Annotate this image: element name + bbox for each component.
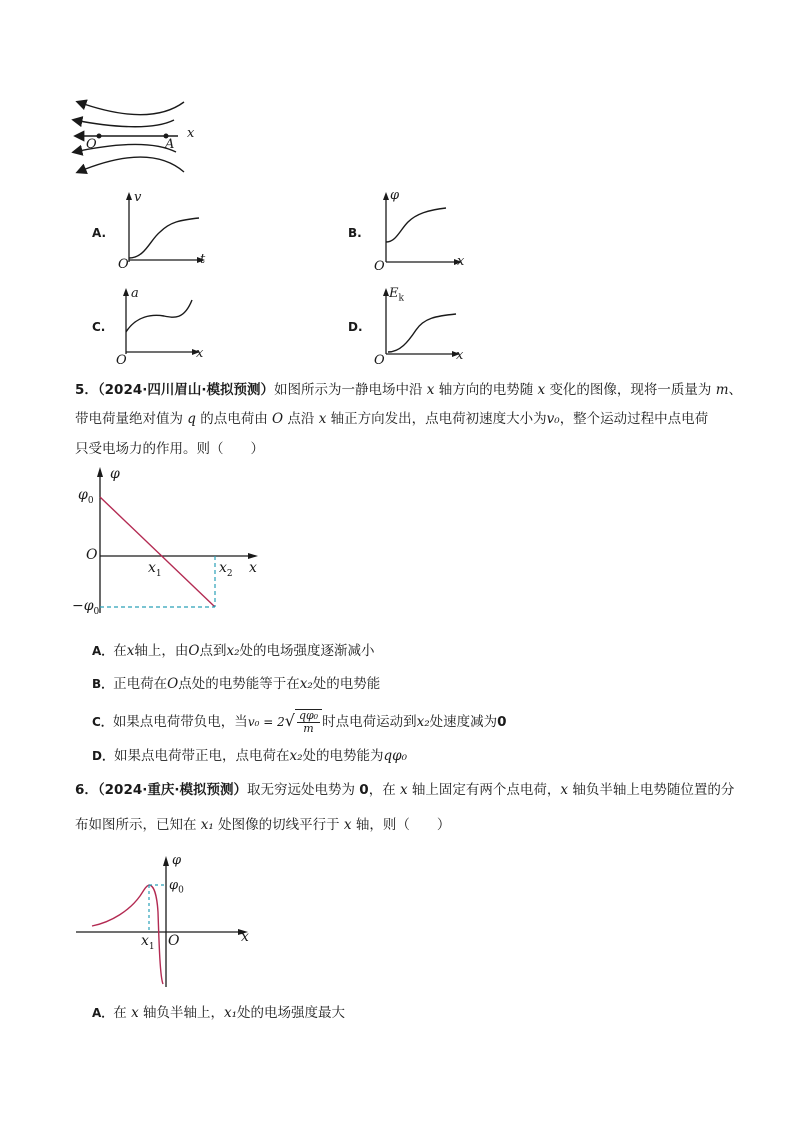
q6-line-1: 6．（2024·重庆·模拟预测）取无穷远处电势为 0，在 x 轴上固定有两个点电荷，x 轴负半轴上电势随位置的分 bbox=[75, 782, 735, 798]
q6-graph-x1: $x_1$ bbox=[141, 933, 155, 952]
field-line-top-inner bbox=[74, 120, 174, 127]
q5-graph-origin: O bbox=[86, 547, 98, 563]
q4-option-a-letter[interactable]: A. bbox=[92, 226, 107, 240]
q4-a-origin: O bbox=[118, 257, 129, 272]
q4-b-origin: O bbox=[374, 259, 385, 274]
q4-d-ylabel: $E_k$ bbox=[389, 286, 404, 304]
q4-d-curve bbox=[388, 314, 456, 352]
q5-graph-phi0: $\varphi_0$ bbox=[78, 487, 94, 506]
q5-phi-line bbox=[100, 497, 215, 607]
q4-option-b-graph bbox=[372, 190, 467, 270]
q5-graph-x2: $x_2$ bbox=[219, 560, 233, 579]
q6-potential-graph bbox=[72, 852, 257, 992]
q5-line-3: 只受电场力的作用。则（ ） bbox=[75, 441, 264, 457]
fig-label-O: O bbox=[86, 137, 97, 152]
q4-a-curve bbox=[129, 218, 199, 258]
q6-line-2: 布如图所示，已知在 x₁ 处图像的切线平行于 x 轴，则（ ） bbox=[75, 817, 451, 833]
q4-c-origin: O bbox=[116, 353, 127, 368]
q6-option-a[interactable]: A．在 x 轴负半轴上，x₁处的电场强度最大 bbox=[92, 1005, 346, 1021]
fig-label-x: x bbox=[187, 126, 195, 141]
q6-graph-phi0: $\varphi_0$ bbox=[169, 878, 184, 896]
q5-option-a[interactable]: A．在x轴上，由O点到x₂处的电场强度逐渐减小 bbox=[92, 643, 375, 659]
q4-c-xlabel: x bbox=[196, 346, 204, 361]
q4-option-b-letter[interactable]: B. bbox=[348, 226, 362, 240]
q4-b-curve bbox=[386, 208, 446, 242]
q5-number: 5． bbox=[75, 382, 98, 398]
q4-option-d-graph bbox=[372, 286, 467, 362]
q4-b-ylabel: φ bbox=[390, 188, 400, 203]
q4-option-a-graph bbox=[115, 190, 210, 270]
q4-b-xlabel: x bbox=[457, 254, 465, 269]
q5-graph-neg-phi0: $-\varphi_0$ bbox=[72, 598, 100, 617]
q4-a-ylabel: v bbox=[134, 190, 142, 205]
q5-graph-ylabel: φ bbox=[110, 466, 120, 482]
field-line-bottom bbox=[78, 157, 184, 172]
q5-option-d[interactable]: D．如果点电荷带正电，点电荷在x₂处的电势能为qφ₀ bbox=[92, 748, 408, 764]
q5-graph-x1: $x_1$ bbox=[148, 560, 162, 579]
q4-c-curve bbox=[126, 300, 192, 332]
fig-label-A: A bbox=[165, 137, 175, 152]
field-line-top bbox=[78, 102, 184, 115]
q5-potential-graph bbox=[70, 463, 270, 621]
q4-a-xlabel: t bbox=[200, 252, 206, 267]
q6-graph-xlabel: x bbox=[241, 929, 249, 945]
point-O bbox=[97, 134, 102, 139]
q5-option-c[interactable]: C．如果点电荷带负电，当v₀ = 2√ $\frac{\text{qφ₀}}{m}$ 时点电荷运动到x₂处速度减为0 bbox=[92, 709, 507, 735]
q6-number: 6． bbox=[75, 782, 98, 798]
q4-option-d-letter[interactable]: D. bbox=[348, 320, 363, 334]
q6-graph-ylabel: φ bbox=[172, 853, 182, 868]
q5-graph-xlabel: x bbox=[249, 560, 257, 576]
q5-source: （2024·四川眉山·模拟预测） bbox=[97, 382, 274, 398]
q5-option-b[interactable]: B．正电荷在O点处的电势能等于在x₂处的电势能 bbox=[92, 676, 381, 692]
q4-c-ylabel: a bbox=[131, 286, 139, 301]
q5-line-1: 5．（2024·四川眉山·模拟预测）如图所示为一静电场中沿 x 轴方向的电势随 x 变化的图像，现将一质量为 m、 bbox=[75, 382, 743, 398]
q6-graph-origin: O bbox=[168, 933, 180, 949]
q5-line-2: 带电荷量绝对值为 q 的点电荷由 O 点沿 x 轴正方向发出，点电荷初速度大小为v₀，整个运动过程中点电荷 bbox=[75, 411, 709, 427]
q6-source: （2024·重庆·模拟预测） bbox=[97, 782, 247, 798]
q4-d-xlabel: x bbox=[456, 348, 464, 363]
q4-d-origin: O bbox=[374, 353, 385, 368]
q4-option-c-letter[interactable]: C. bbox=[92, 320, 106, 334]
